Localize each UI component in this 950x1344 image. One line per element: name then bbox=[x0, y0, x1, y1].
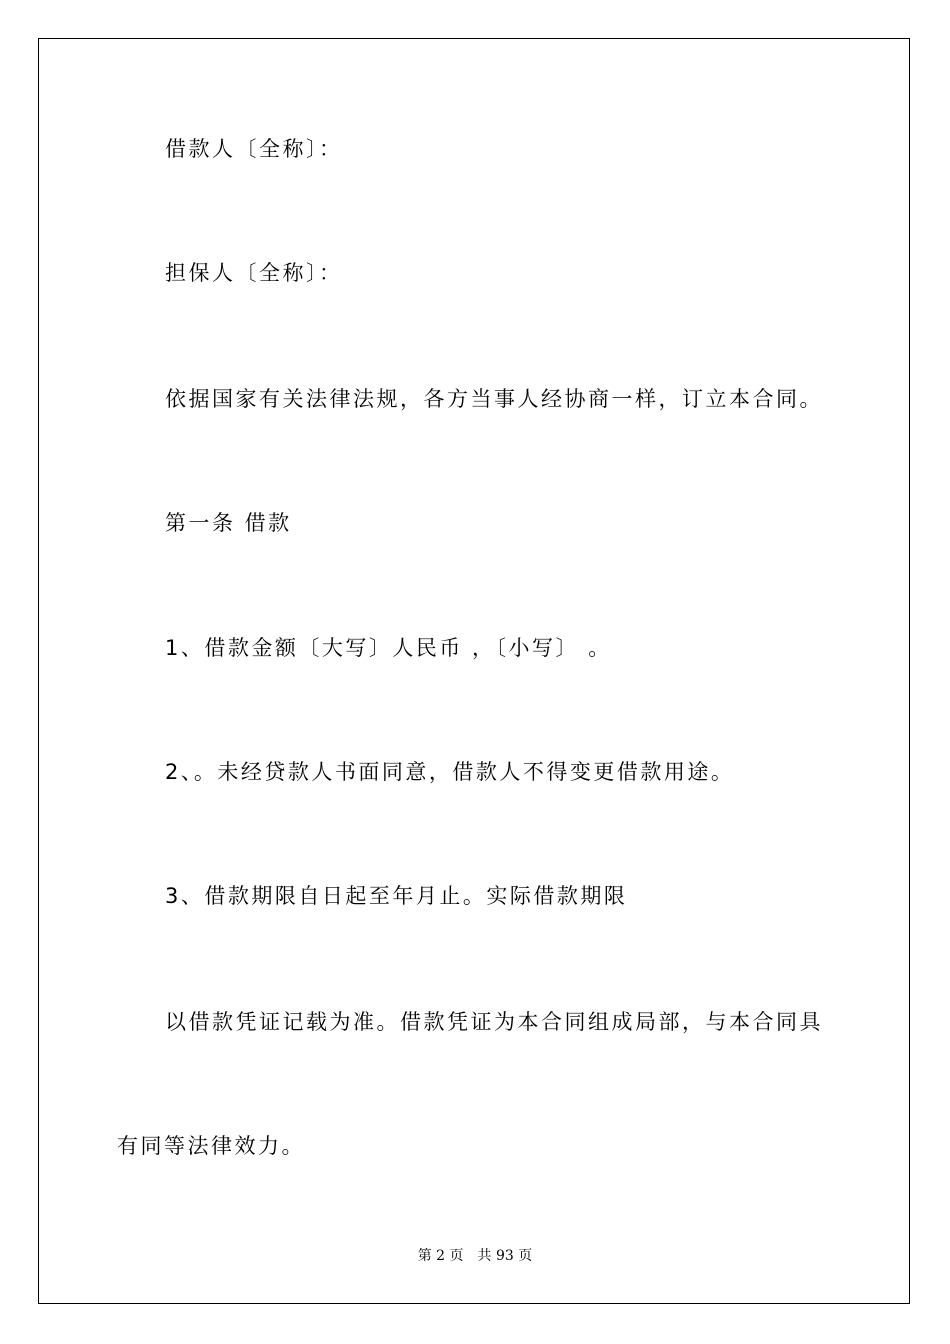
page-border bbox=[38, 38, 910, 1304]
clause-loan-term-end: 有同等法律效力。 bbox=[117, 1134, 305, 1158]
clause-loan-term: 3、借款期限自日起至年月止。实际借款期限 bbox=[165, 884, 628, 908]
clause-loan-purpose: 2、。未经贷款人书面同意，借款人不得变更借款用途。 bbox=[165, 760, 735, 784]
article-one-heading: 第一条 借款 bbox=[165, 511, 292, 535]
page-number-footer: 第 2 页 共 93 页 bbox=[417, 1248, 533, 1264]
borrower-name-line: 借款人〔全称〕： bbox=[165, 137, 343, 161]
clause-loan-term-continued: 以借款凭证记载为准。借款凭证为本合同组成局部，与本合同具 bbox=[165, 1010, 823, 1034]
clause-loan-amount: 1、借款金额〔大写〕人民币 ，〔小写〕 。 bbox=[165, 636, 612, 660]
preamble-line: 依据国家有关法律法规，各方当事人经协商一样，订立本合同。 bbox=[165, 387, 823, 411]
guarantor-name-line: 担保人〔全称〕： bbox=[165, 261, 343, 285]
